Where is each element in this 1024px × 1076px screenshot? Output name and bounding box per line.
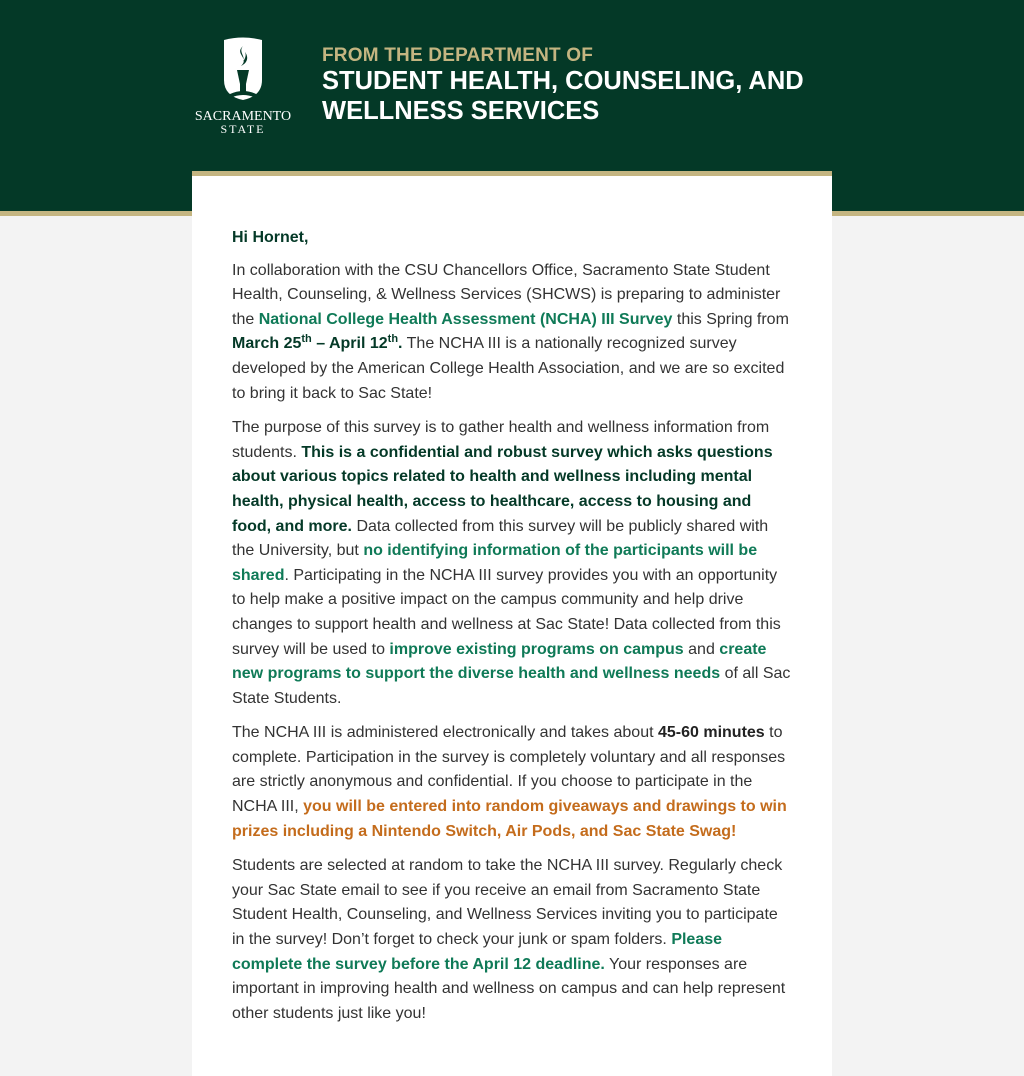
paragraph-intro: [232, 259, 794, 407]
paragraph-details: [232, 721, 794, 844]
create-programs-link[interactable]: create new programs to support the diverse health and wellness needs: [232, 640, 767, 683]
purpose-text-3: . Participating in the NCHA III survey provides you with an opportunity to help make a positive impact on the campus community and help drive changes to support health and wellness at Sac State! Data collected from this survey will be used to: [232, 566, 781, 658]
selection-text-2: Your responses are important in improving health and wellness on campus and can help represent other students just like you!: [232, 955, 786, 1022]
greeting: Hi Hornet,: [232, 229, 309, 246]
details-text-1: The NCHA III is administered electronically and takes about: [232, 724, 658, 742]
from-department-label: FROM THE DEPARTMENT OF: [322, 45, 594, 66]
ncha-survey-link[interactable]: National College Health Assessment (NCHA) III Survey: [258, 310, 673, 328]
selection-text-1: Students are selected at random to take the NCHA III survey. Regularly check your Sac State email to see if you receive an email from Sacramento State Student Health, Counseling, and Wellness Services inviting you to participate in the survey! Don’t forget to check your junk or spam folders.: [232, 857, 783, 949]
improve-programs-link[interactable]: improve existing programs on campus: [389, 640, 684, 658]
department-title: [322, 66, 822, 126]
purpose-text-5: of all Sac State Students.: [232, 665, 791, 707]
intro-text-3: The NCHA III is a nationally recognized survey developed by the American College Health Association, and we are so excited to bring it back to Sac State!: [232, 335, 785, 402]
logo-text-sacramento: SACRAMENTO: [194, 109, 292, 124]
purpose-text-1: The purpose of this survey is to gather health and wellness information from students.: [232, 419, 770, 461]
survey-dates: March 25th – April 12th.: [232, 333, 403, 353]
paragraph-selection: [232, 854, 794, 1026]
paragraph-purpose: [232, 416, 794, 711]
deadline-link[interactable]: Please complete the survey before the April 12 deadline.: [232, 931, 723, 973]
sacramento-state-logo[interactable]: [194, 36, 292, 136]
intro-text-1: In collaboration with the CSU Chancellors Office, Sacramento State Student Health, Counseling, & Wellness Services (SHCWS) is preparing to administer the: [232, 261, 781, 328]
purpose-text-4: and: [683, 640, 720, 658]
giveaway-highlight: you will be entered into random giveaways and drawings to win prizes including a Nintendo Switch, Air Pods, and Sac State Swag!: [232, 798, 787, 840]
purpose-text-2: Data collected from this survey will be publicly shared with the University, but: [232, 517, 769, 560]
purpose-bold: This is a confidential and robust survey which asks questions about various topics related to health and wellness including mental health, physical health, access to healthcare, access to housing and food, and more.: [232, 443, 773, 535]
department-title-line1: STUDENT HEALTH, COUNSELING, AND: [322, 67, 804, 95]
details-text-2: to complete. Participation in the survey is completely voluntary and all responses are strictly anonymous and confidential. If you choose to participate in the NCHA III,: [232, 724, 786, 816]
department-title-line2: WELLNESS SERVICES: [322, 97, 600, 125]
intro-text-2: this Spring from: [672, 310, 789, 328]
logo-text-state: STATE: [220, 122, 266, 136]
no-identifying-info-link[interactable]: no identifying information of the participants will be shared: [232, 542, 758, 584]
survey-duration: 45-60 minutes: [657, 724, 765, 742]
email-body: [232, 226, 794, 1036]
